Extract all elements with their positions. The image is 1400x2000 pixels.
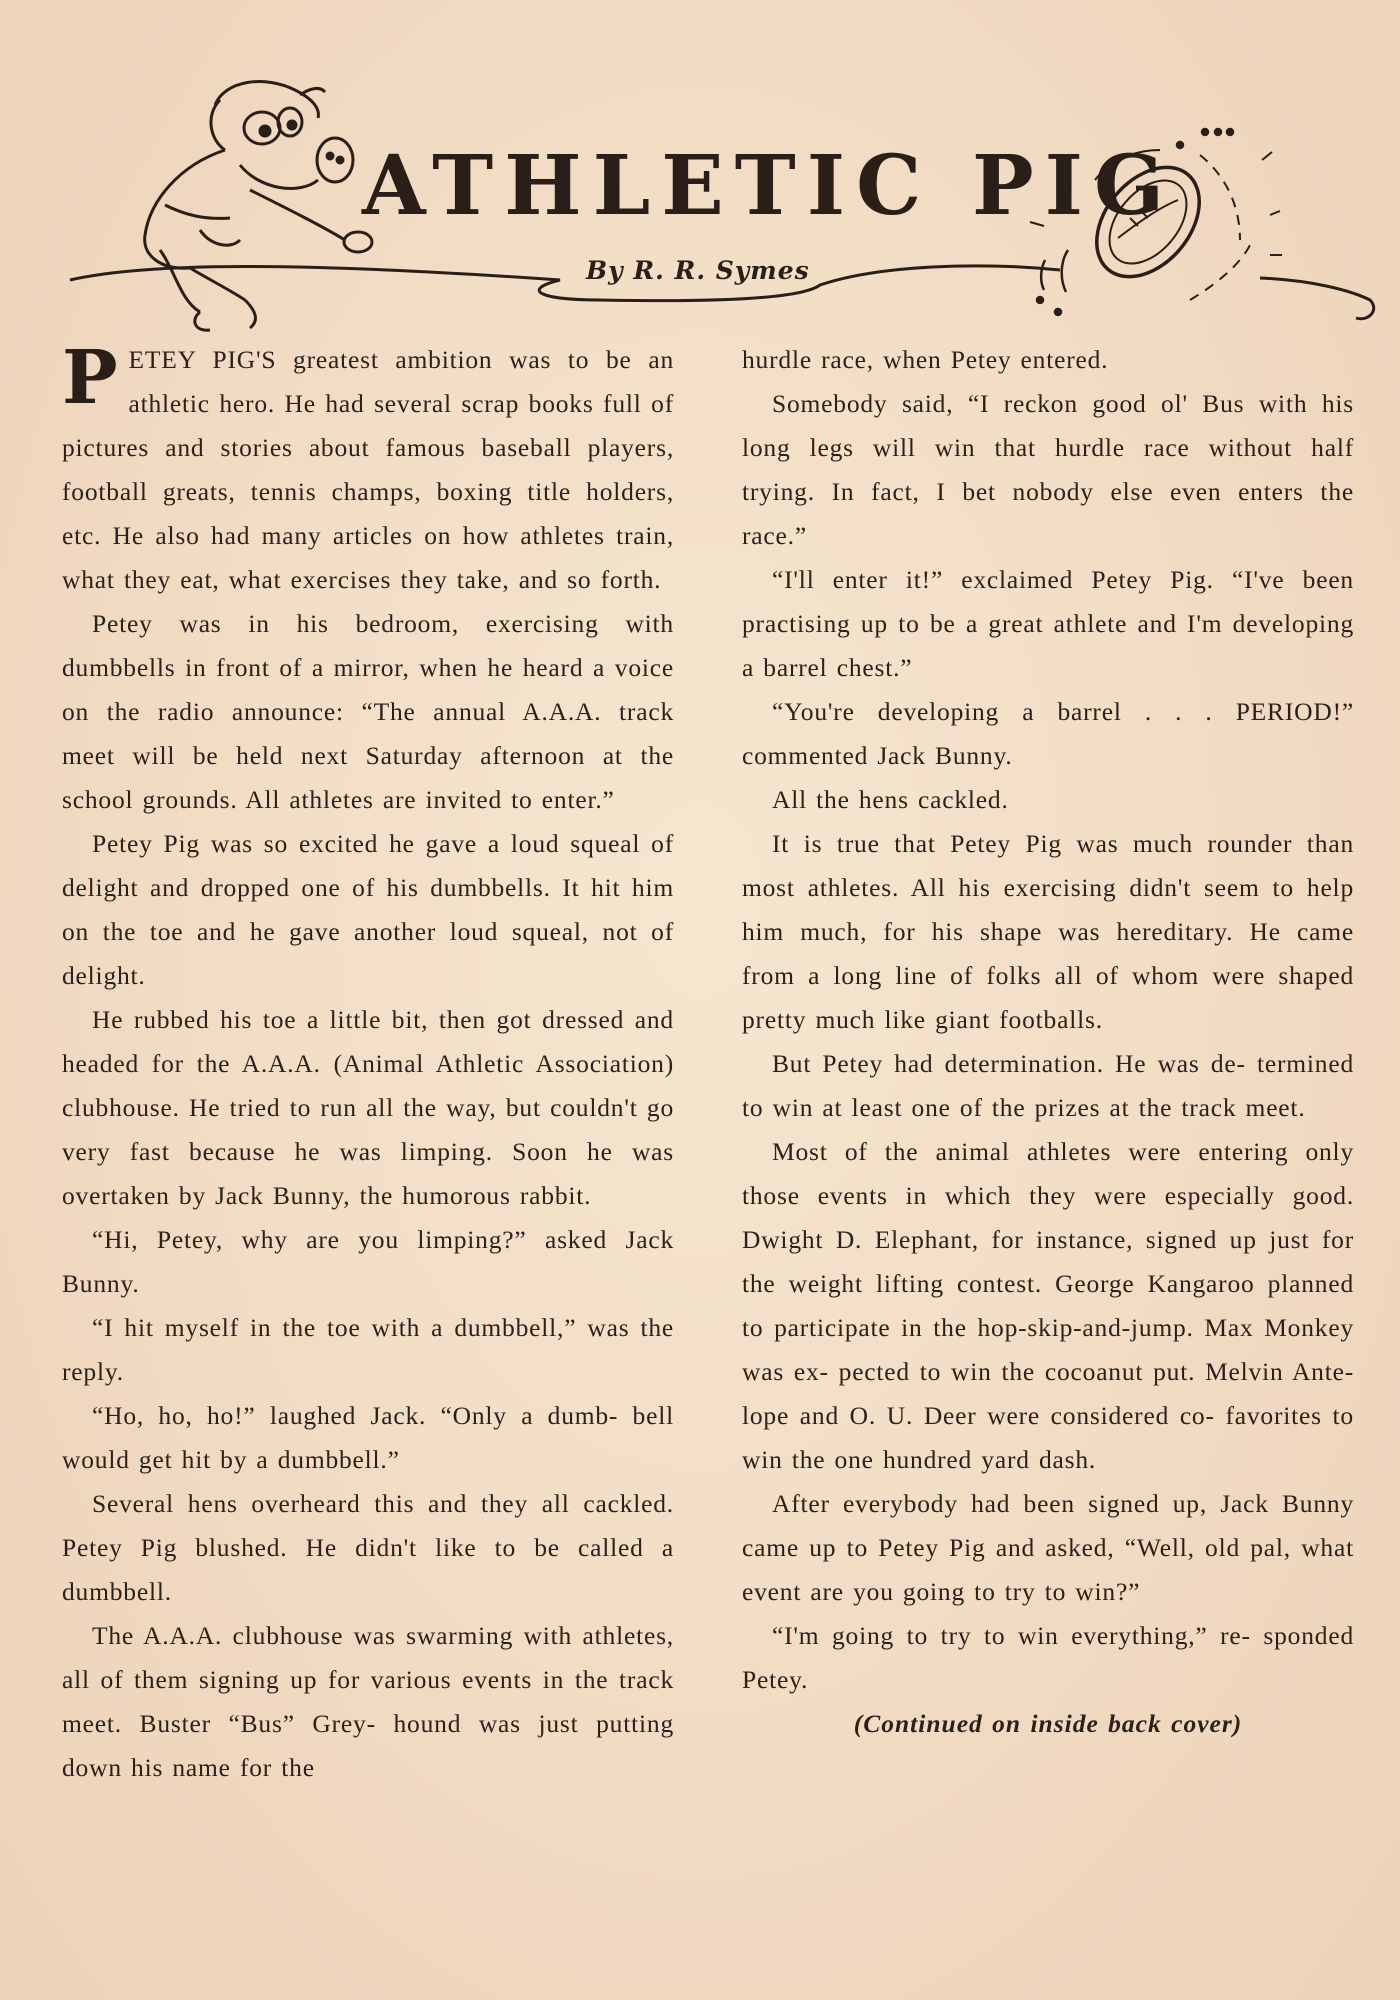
paragraph: “Ho, ho, ho!” laughed Jack. “Only a dumb- bell would get hit by a dumbbell.”: [62, 1401, 674, 1474]
pig-icon: [145, 82, 372, 331]
paragraph: hurdle race, when Petey entered.: [742, 345, 1109, 374]
story-title: ATHLETIC PIG: [362, 138, 1176, 234]
continued-note: (Continued on inside back cover): [853, 1709, 1243, 1738]
paragraph: The A.A.A. clubhouse was swarming with athletes, all of them signing up for various events in the track meet. Buster “Bus” Grey- hound was just putting down his name for the: [62, 1621, 674, 1782]
paragraph: Petey Pig was so excited he gave a loud squeal of delight and dropped one of his dumbbells. It hit him on the toe and he gave another loud squeal, not of delight.: [62, 829, 674, 990]
paragraph: “You're developing a barrel . . . PERIOD!” commented Jack Bunny.: [742, 697, 1354, 770]
paragraph: “I hit myself in the toe with a dumbbell,” was the reply.: [62, 1313, 674, 1386]
swoosh-tail: [1260, 278, 1374, 319]
story-header: [0, 0, 1400, 345]
left-column: [62, 335, 674, 1790]
paragraph: “I'm going to try to win everything,” re- sponded Petey.: [742, 1621, 1354, 1694]
drop-cap: P: [62, 335, 119, 421]
paragraph: [62, 335, 674, 602]
paragraph: Petey was in his bedroom, exercising with dumbbells in front of a mirror, when he heard a voice on the radio announce: “The annual A.A.A. track meet will be held next Saturday afternoon at the school grounds. All athletes are invited to enter.”: [62, 609, 674, 814]
paragraph: Most of the animal athletes were entering only those events in which they were especially good. Dwight D. Elephant, for instance, signed up just for the weight lifting contest. George Kangaroo planned to participate in the hop-skip-and-jump. Max Monkey was ex- pected to win the cocoanut put. Melvin Ante- lope and O. U. Deer were considered co- favorites to win the one hundred yard dash.: [742, 1137, 1354, 1474]
paragraph: He rubbed his toe a little bit, then got dressed and headed for the A.A.A. (Animal Athletic Association) clubhouse. He tried to run all the way, but couldn't go very fast because he was limping. Soon he was overtaken by Jack Bunny, the humorous rabbit.: [62, 1005, 674, 1210]
paragraph-text: ETEY PIG'S greatest ambition was to be an athletic hero. He had several scrap books full of pictures and stories about famous baseball players, football greats, tennis champs, boxing title holders, etc. He also had many articles on how athletes train, what they eat, what exercises they take, and so forth.: [62, 345, 674, 594]
story-byline: By R. R. Symes: [586, 256, 810, 285]
paragraph: All the hens cackled.: [772, 785, 1009, 814]
paragraph: But Petey had determination. He was de- termined to win at least one of the prizes at the track meet.: [742, 1049, 1354, 1122]
paragraph: It is true that Petey Pig was much rounder than most athletes. All his exercising didn't seem to help him much, for his shape was hereditary. He came from a long line of folks all of whom were shaped pretty much like giant footballs.: [742, 829, 1354, 1034]
right-column: [742, 338, 1354, 1746]
paragraph: Several hens overheard this and they all cackled. Petey Pig blushed. He didn't like to be called a dumbbell.: [62, 1489, 674, 1606]
paragraph: “Hi, Petey, why are you limping?” asked Jack Bunny.: [62, 1225, 674, 1298]
paragraph: “I'll enter it!” exclaimed Petey Pig. “I've been practising up to be a great athlete and I'm developing a barrel chest.”: [742, 565, 1354, 682]
paragraph: After everybody had been signed up, Jack Bunny came up to Petey Pig and asked, “Well, old pal, what event are you going to try to win?”: [742, 1489, 1354, 1606]
paragraph: Somebody said, “I reckon good ol' Bus with his long legs will win that hurdle race without half trying. In fact, I bet nobody else even enters the race.”: [742, 389, 1354, 550]
